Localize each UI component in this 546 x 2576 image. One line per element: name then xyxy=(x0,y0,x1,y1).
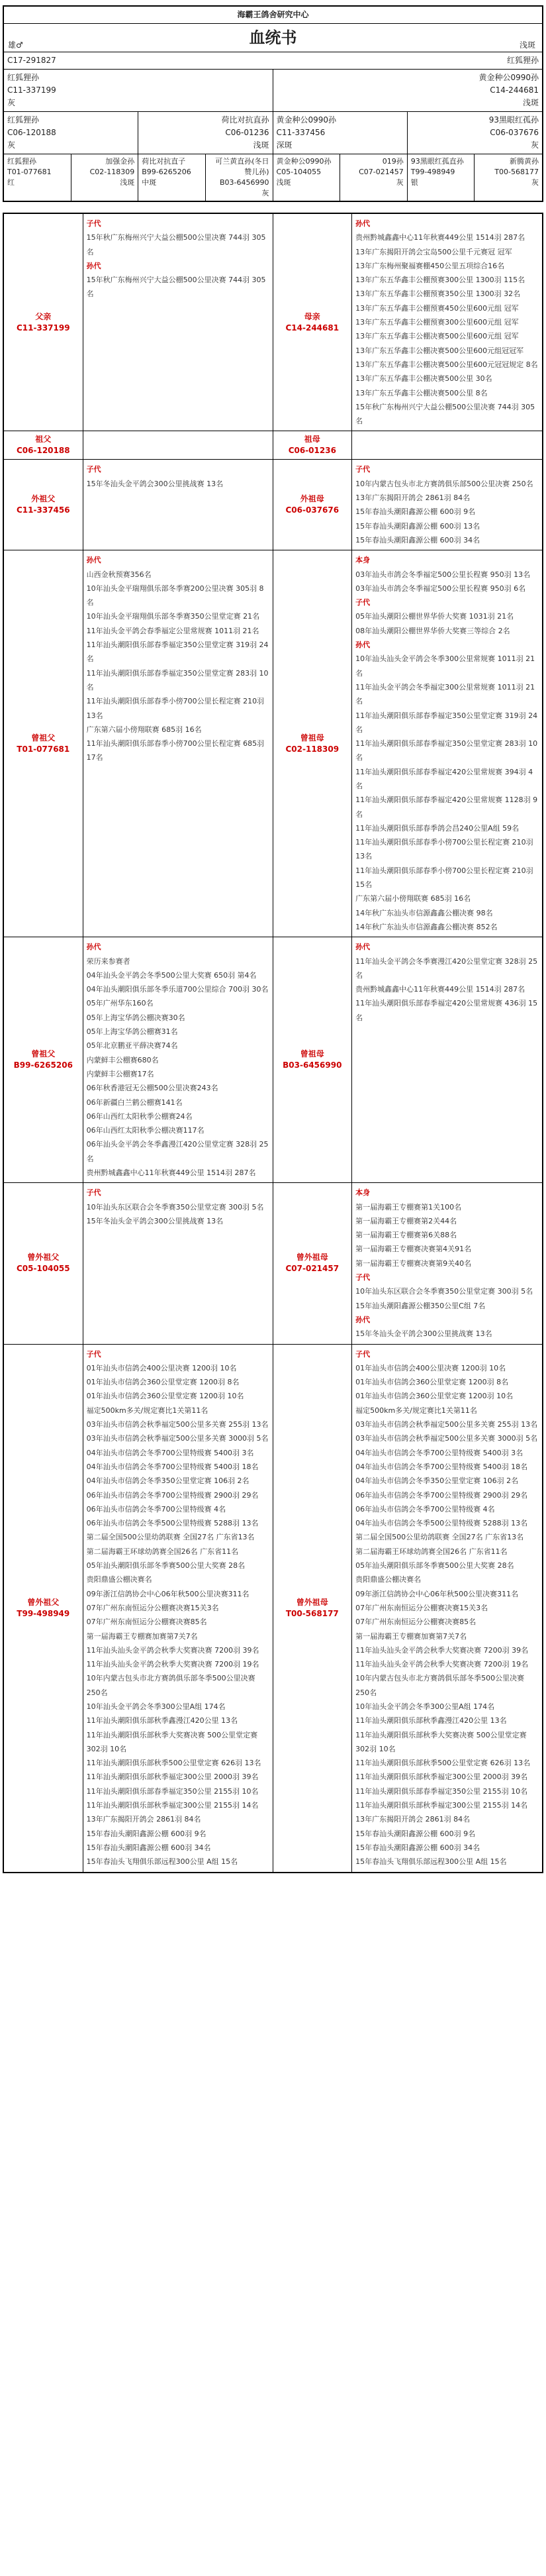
ancestor-relation: 曾外祖父 xyxy=(27,1597,60,1607)
subject-strain: 红狐狸孙 xyxy=(506,56,539,65)
race-result: 内蒙鲜丰公棚赛17名 xyxy=(86,1069,154,1078)
race-result: 05年上海宝华鸽公棚决赛30名 xyxy=(86,1013,185,1022)
gg-ring: C07-021457 xyxy=(359,168,404,176)
section-heading: 孙代 xyxy=(355,219,371,228)
section-heading: 子代 xyxy=(86,1188,101,1198)
race-result: 11年汕头潮阳俱乐部秋季鑫漫江420公里 13名 xyxy=(355,1716,507,1726)
ancestor-label xyxy=(273,550,353,937)
gg-name: 93黑眼红孤直孙 xyxy=(410,157,464,166)
race-result: 11年汕头潮阳俱乐部春季小傍700公里长程定赛 685羽 17名 xyxy=(86,739,265,762)
section-heading: 子代 xyxy=(86,219,101,228)
race-result: 10年内蒙古包头市北方赛鸽俱乐部冬季500公里决赛 250名 xyxy=(86,1674,255,1697)
race-result: 06年山西红太阳秋季公棚决赛117名 xyxy=(86,1126,205,1135)
gg-name: 黄金种公0990孙 xyxy=(276,157,332,166)
race-result: 06年汕头市信鸽会冬季700公里特级赛 4名 xyxy=(355,1504,495,1514)
race-list xyxy=(352,550,542,937)
race-result: 11年汕头潮阳俱乐部春季福定350公里堂定赛 319羽 24名 xyxy=(355,711,538,734)
gg-color: 银 xyxy=(410,178,418,187)
section-heading: 孙代 xyxy=(86,261,101,270)
race-result: 14年秋广东汕头市信源鑫鑫公棚决赛 852名 xyxy=(355,922,498,931)
grandparent-cell xyxy=(138,112,273,154)
ancestor-label xyxy=(273,460,353,550)
section-heading: 子代 xyxy=(355,465,371,474)
race-result: 03年汕头市信鸽会秋季福定500公里多关赛 255羽 13名 xyxy=(86,1420,269,1429)
section-heading: 本身 xyxy=(355,1188,371,1198)
race-list xyxy=(352,214,542,431)
mother-name: 黄金种公0990孙 xyxy=(478,73,539,82)
race-result: 10年内蒙古包头市北方赛鸽俱乐部500公里决赛 250名 xyxy=(355,479,533,488)
grandparent-cell xyxy=(408,112,542,154)
race-result: 10年内蒙古包头市北方赛鸽俱乐部冬季500公里决赛 250名 xyxy=(355,1674,525,1697)
race-result: 07年广州东南恒运分公棚赛决赛15关3名 xyxy=(86,1603,219,1612)
race-result: 14年秋广东汕头市信源鑫鑫公棚决赛 98名 xyxy=(355,908,493,917)
race-result: 11年汕头潮阳俱乐部春季福定350公里 2155羽 10名 xyxy=(355,1786,528,1796)
father-ring: C11-337199 xyxy=(7,85,56,95)
race-result: 01年汕头市信鸽会360公里堂定赛 1200羽 8名 xyxy=(355,1378,509,1387)
race-result: 11年汕头潮阳俱乐部春季福定420公里常规赛 436羽 15名 xyxy=(355,999,538,1022)
race-result: 第一届海霸王专棚赛决赛第9关40名 xyxy=(355,1259,472,1268)
record-row xyxy=(4,460,542,550)
race-result: 06年汕头市信鸽会冬季700公里特级赛 2900羽 29名 xyxy=(355,1490,528,1500)
race-result: 11年汕头潮阳俱乐部春季福定350公里堂定赛 283羽 10名 xyxy=(86,668,269,692)
race-result: 10年汕头金平瑞翔俱乐部冬季赛350公里堂定赛 21名 xyxy=(86,612,260,621)
race-result: 山西金秋预赛356名 xyxy=(86,570,152,579)
gg-name: 新腾黄孙 xyxy=(510,157,539,166)
great-grandparent-cell xyxy=(206,154,273,201)
race-list xyxy=(83,1345,273,1872)
record-row xyxy=(4,550,542,937)
race-result: 01年汕头市信鸽会360公里堂定赛 1200羽 10名 xyxy=(355,1392,514,1401)
race-result: 15年春汕头飞翔俱乐部远程300公里 A组 15名 xyxy=(355,1857,507,1867)
race-result: 01年汕头市信鸽会400公里决赛 1200羽 10名 xyxy=(86,1363,237,1372)
race-result: 11年汕头潮阳俱乐部秋季500公里堂定赛 626羽 13名 xyxy=(355,1759,531,1768)
race-result: 第一届海霸王专棚赛第6关88名 xyxy=(355,1231,457,1240)
race-result: 01年汕头市信鸽会360公里堂定赛 1200羽 8名 xyxy=(86,1378,240,1387)
section-heading: 子代 xyxy=(355,598,371,607)
race-result: 第二届全国500公里幼鸽联赛 全国27名 广东省13名 xyxy=(355,1533,524,1542)
ancestor-label xyxy=(273,214,353,431)
mother-color: 浅斑 xyxy=(522,98,539,107)
gg-name: 可兰黄直孙(冬日赞儿孙) xyxy=(215,157,269,176)
race-result: 11年汕头潮阳俱乐部秋季大奖赛决赛 500公里堂定赛 302羽 10名 xyxy=(355,1730,527,1753)
race-list xyxy=(83,937,273,1182)
race-result: 06年汕头金平鸽会冬季鑫漫江420公里堂定赛 328羽 25名 xyxy=(86,1140,269,1163)
ancestor-relation: 祖母 xyxy=(304,435,320,444)
ancestor-label xyxy=(273,937,353,1182)
race-result: 贵阳鼎盛公棚决赛名 xyxy=(86,1575,152,1584)
grandparent-ring: C06-037676 xyxy=(490,128,539,137)
race-result: 第一届海霸王专棚赛加赛第7关7名 xyxy=(355,1631,467,1641)
race-result: 15年冬汕头金平鸽会300公里挑战赛 13名 xyxy=(355,1329,492,1339)
great-grandparent-cell xyxy=(71,154,139,201)
race-result: 04年汕头市信鸽会冬季700公里特级赛 5400羽 3名 xyxy=(355,1448,523,1457)
race-result: 01年汕头市信鸽会400公里决赛 1200羽 10名 xyxy=(355,1363,506,1372)
race-list xyxy=(83,431,273,459)
record-row xyxy=(4,937,542,1183)
ancestor-relation: 曾祖母 xyxy=(300,733,324,743)
race-result: 06年山西红太阳秋季公棚赛24名 xyxy=(86,1111,193,1121)
race-result: 11年汕头潮阳俱乐部秋季大奖赛决赛 500公里堂定赛 302羽 10名 xyxy=(86,1730,258,1753)
race-result: 11年汕头汕头金平鸽会秋季大奖赛决赛 7200羽 39名 xyxy=(86,1645,259,1655)
race-result: 10年汕头金平瑞翔俱乐部冬季赛200公里决赛 305羽 8名 xyxy=(86,584,264,607)
race-result: 第一届海霸王专棚赛决赛第4关91名 xyxy=(355,1245,472,1254)
ancestor-label xyxy=(4,937,83,1182)
race-list xyxy=(83,1183,273,1343)
father-color: 灰 xyxy=(7,98,16,107)
race-list xyxy=(352,937,542,1182)
gg-name: 红狐狸孙 xyxy=(7,157,36,166)
ancestor-label xyxy=(4,1183,83,1343)
race-result: 15年秋广东梅州兴宁大益公棚500公里决赛 744羽 305名 xyxy=(355,402,535,426)
race-result: 第二届海霸王环球幼鸽赛全国26名 广东省11名 xyxy=(86,1547,239,1556)
great-grandparent-cell xyxy=(273,154,341,201)
race-result: 15年春汕头潮阳鑫源公棚 600羽 34名 xyxy=(355,535,480,544)
race-result: 11年汕头潮阳俱乐部秋季福定300公里 2000羽 39名 xyxy=(86,1773,259,1782)
race-result: 第一届海霸王专棚赛第2关44名 xyxy=(355,1216,457,1225)
ancestor-label xyxy=(4,214,83,431)
race-result: 08年汕头潮阳公棚世界华侨大奖赛三等综合 2名 xyxy=(355,626,510,635)
race-result: 荣历来参赛者 xyxy=(86,956,130,966)
race-result: 13年广东揭阳开鸽会 2861羽 84名 xyxy=(355,493,471,503)
gg-ring: T01-077681 xyxy=(7,168,52,176)
race-result: 内蒙鲜丰公棚赛680名 xyxy=(86,1055,159,1064)
race-result: 15年冬汕头金平鸽会300公里挑战赛 13名 xyxy=(86,479,224,488)
mother-cell xyxy=(273,70,543,111)
race-list xyxy=(352,431,542,459)
grandparent-color: 灰 xyxy=(530,140,539,150)
ancestor-relation: 曾外祖父 xyxy=(27,1253,60,1262)
gg-color: 灰 xyxy=(396,178,404,187)
race-list xyxy=(352,460,542,550)
race-result: 05年汕头潮阳俱乐部冬季赛500公里大奖赛 28名 xyxy=(355,1561,514,1571)
race-result: 贵州黔城鑫鑫中心11年秋赛449公里 1514羽 287名 xyxy=(86,1168,256,1177)
ancestor-relation: 曾外祖母 xyxy=(296,1597,328,1607)
ancestor-ring: C14-244681 xyxy=(285,323,340,333)
race-result: 贵州黔城鑫鑫中心11年秋赛449公里 1514羽 287名 xyxy=(355,233,525,242)
race-result: 04年汕头市信鸽会冬季350公里堂定赛 106羽 2名 xyxy=(86,1476,250,1486)
ancestor-relation: 曾外祖母 xyxy=(296,1253,328,1262)
ancestor-relation: 外祖父 xyxy=(31,494,56,504)
section-heading: 孙代 xyxy=(355,1315,371,1324)
grandparent-color: 深斑 xyxy=(276,140,293,150)
race-result: 贵阳鼎盛公棚决赛名 xyxy=(355,1575,422,1584)
race-result: 11年汕头潮阳俱乐部春季福定420公里常规赛 1128羽 9名 xyxy=(355,796,538,819)
ancestor-relation: 祖父 xyxy=(35,435,52,444)
race-result: 11年汕头潮阳俱乐部秋季福定300公里 2000羽 39名 xyxy=(355,1773,528,1782)
race-result: 03年汕头市信鸽会秋季福定500公里多关赛 255羽 13名 xyxy=(355,1420,538,1429)
race-result: 11年汕头汕头金平鸽会秋季大奖赛决赛 7200羽 19名 xyxy=(86,1660,259,1669)
race-result: 06年汕头市信鸽会冬季700公里特级赛 4名 xyxy=(86,1504,226,1514)
ancestor-ring: B99-6265206 xyxy=(13,1060,73,1070)
race-result: 13年广东五华鑫丰公棚预赛300公里 1300羽 115名 xyxy=(355,276,525,285)
ancestor-ring: C11-337199 xyxy=(16,323,70,333)
section-heading: 孙代 xyxy=(86,556,101,565)
race-result: 第一届海霸王专棚赛第1关100名 xyxy=(355,1202,462,1211)
race-result: 04年汕头市信鸽会冬季700公里特级赛 5400羽 18名 xyxy=(355,1462,528,1471)
race-result: 第二届海霸王环球幼鸽赛全国26名 广东省11名 xyxy=(355,1547,508,1556)
grandparent-name: 红狐狸孙 xyxy=(7,115,40,125)
race-result: 15年春汕头飞翔俱乐部远程300公里 A组 15名 xyxy=(86,1857,238,1867)
ancestor-label xyxy=(4,431,83,459)
great-grandparent-cell xyxy=(340,154,408,201)
race-result: 13年广东揭阳开鸽会 2861羽 84名 xyxy=(355,1815,471,1824)
subject-ring: C17-291827 xyxy=(7,56,56,65)
grandparent-cell xyxy=(273,112,408,154)
ancestor-label xyxy=(273,1345,353,1872)
race-result: 05年广州华东160名 xyxy=(86,999,154,1008)
grandparent-name: 荷比对抗直孙 xyxy=(221,115,269,125)
race-result: 11年汕头潮阳俱乐部春季小傍700公里长程定赛 210羽 13名 xyxy=(86,697,265,720)
race-result: 11年汕头汕头金平鸽会秋季大奖赛决赛 7200羽 39名 xyxy=(355,1645,529,1655)
race-result: 13年广东五华鑫丰公棚预赛450公里600元组 冠军 xyxy=(355,303,519,313)
race-list xyxy=(352,1345,542,1872)
ancestor-relation: 曾祖父 xyxy=(31,1049,56,1059)
race-result: 11年汕头潮阳俱乐部秋季福定300公里 2155羽 14名 xyxy=(355,1801,528,1810)
race-result: 03年汕头市信鸽会秋季福定500公里多关赛 3000羽 5名 xyxy=(86,1434,269,1443)
race-result: 07年广州东南恒运分公棚赛决赛85名 xyxy=(355,1618,477,1627)
pedigree-table xyxy=(3,5,543,202)
race-result: 01年汕头市信鸽会360公里堂定赛 1200羽 10名 xyxy=(86,1392,244,1401)
race-result: 03年汕头市鸽会冬季福定500公里长程赛 950羽 6名 xyxy=(355,584,526,593)
sex-label: 雄♂ xyxy=(8,40,23,50)
race-result: 11年汕头潮阳俱乐部春季福定350公里 2155羽 10名 xyxy=(86,1786,259,1796)
grandparent-color: 灰 xyxy=(7,140,16,150)
race-result: 11年汕头潮阳俱乐部秋季500公里堂定赛 626羽 13名 xyxy=(86,1759,261,1768)
ancestor-ring: C02-118309 xyxy=(285,744,340,754)
ancestor-label xyxy=(4,550,83,937)
race-result: 15年春汕头潮阳鑫源公棚 600羽 9名 xyxy=(355,1829,476,1838)
ancestor-ring: T01-077681 xyxy=(17,744,70,754)
race-result: 05年上海宝华鸽公棚赛31名 xyxy=(86,1027,178,1037)
record-row xyxy=(4,1183,542,1344)
race-result: 15年春汕头潮阳鑫源公棚 600羽 9名 xyxy=(355,507,476,517)
ancestor-ring: C06-01236 xyxy=(288,446,336,456)
gg-color: 浅斑 xyxy=(276,178,291,187)
race-result: 13年广东五华鑫丰公棚预赛300公里600元组 冠军 xyxy=(355,318,519,327)
race-result: 10年汕头东区联合会冬季赛350公里堂定赛 300羽 5名 xyxy=(355,1287,533,1296)
gg-ring: B03-6456990 xyxy=(219,178,269,187)
race-result: 11年汕头金平鸽会冬季福定300公里常规赛 1011羽 21名 xyxy=(355,682,535,706)
race-result: 06年新疆白兰鹤公棚赛141名 xyxy=(86,1098,183,1107)
race-result: 13年广东五华鑫丰公棚决赛500公里 30名 xyxy=(355,374,492,384)
ancestor-relation: 曾祖母 xyxy=(300,1049,324,1059)
race-result: 03年汕头市鸽会冬季福定500公里长程赛 950羽 13名 xyxy=(355,570,531,579)
race-result: 11年汕头潮阳俱乐部春季小傍700公里长程定赛 210羽 15名 xyxy=(355,866,533,890)
ancestor-ring: C05-104055 xyxy=(16,1264,70,1274)
grandparent-color: 浅斑 xyxy=(253,140,269,150)
subject-color: 浅斑 xyxy=(519,40,535,50)
section-heading: 子代 xyxy=(86,465,101,474)
race-result: 贵州黔城鑫鑫中心11年秋赛449公里 1514羽 287名 xyxy=(355,985,525,994)
race-result: 13年广东揭阳开鸽会宝岛500公里千元赛冠 冠军 xyxy=(355,247,512,256)
race-result: 04年汕头潮阳俱乐部冬季乐道700公里综合 700羽 30名 xyxy=(86,985,269,994)
race-result: 13年广东五华鑫丰公棚决赛500公里600元冠冠规定 8名 xyxy=(355,360,538,369)
ancestor-ring: C11-337456 xyxy=(16,505,70,515)
gg-ring: C02-118309 xyxy=(89,168,135,176)
race-result: 03年汕头市信鸽会秋季福定500公里多关赛 3000羽 5名 xyxy=(355,1434,538,1443)
gg-ring: B99-6265206 xyxy=(142,168,191,176)
race-result: 11年汕头潮阳俱乐部春季小傍700公里长程定赛 210羽 13名 xyxy=(355,838,533,861)
ancestor-relation: 母亲 xyxy=(304,311,320,321)
race-result: 第一届海霸王专棚赛加赛第7关7名 xyxy=(86,1631,198,1641)
race-list xyxy=(352,1183,542,1343)
race-result: 06年汕头市信鸽会冬季700公里特级赛 2900羽 29名 xyxy=(86,1490,259,1500)
ancestor-label xyxy=(273,431,353,459)
race-records-table xyxy=(3,213,543,1873)
document-title xyxy=(4,24,542,52)
gg-color: 灰 xyxy=(261,189,269,197)
race-result: 07年广州东南恒运分公棚赛决赛15关3名 xyxy=(355,1603,488,1612)
race-result: 15年春汕头潮阳鑫源公棚 600羽 34名 xyxy=(355,1843,480,1852)
gg-color: 浅斑 xyxy=(120,178,135,187)
grandparent-ring: C11-337456 xyxy=(276,128,326,137)
great-grandparent-cell xyxy=(475,154,542,201)
race-list xyxy=(83,214,273,431)
race-result: 11年汕头金平鸽会冬季赛漫江420公里堂定赛 328羽 25名 xyxy=(355,956,538,980)
great-grandparent-cell xyxy=(4,154,71,201)
race-result: 福定500km多关/规定赛比1关第11名 xyxy=(86,1406,208,1415)
race-result: 04年汕头金平鸽会冬季500公里大奖赛 650羽 第4名 xyxy=(86,970,257,980)
ancestor-ring: T99-498949 xyxy=(17,1608,70,1618)
race-list xyxy=(83,460,273,550)
race-result: 04年汕头市信鸽会冬季500公里特级赛 5288羽 13名 xyxy=(355,1519,528,1528)
race-result: 11年汕头潮阳俱乐部秋季福定300公里 2155羽 14名 xyxy=(86,1801,259,1810)
race-result: 04年汕头市信鸽会冬季350公里堂定赛 106羽 2名 xyxy=(355,1476,519,1486)
section-heading: 孙代 xyxy=(355,641,371,650)
race-result: 07年广州东南恒运分公棚赛决赛85名 xyxy=(86,1618,207,1627)
race-result: 第二届全国500公里幼鸽联赛 全国27名 广东省13名 xyxy=(86,1533,255,1542)
great-grandparent-cell xyxy=(408,154,475,201)
great-grandparent-cell xyxy=(138,154,206,201)
race-result: 13年广东梅州聚福赛棚450公里五项综合16名 xyxy=(355,261,505,270)
race-result: 15年秋广东梅州兴宁大益公棚500公里决赛 744羽 305名 xyxy=(86,233,266,256)
race-result: 11年汕头潮阳俱乐部春季福定420公里常规赛 394羽 4名 xyxy=(355,767,533,790)
race-result: 09年浙江信鸽协会中心06年秋500公里决赛311名 xyxy=(355,1589,519,1598)
ancestor-label xyxy=(4,460,83,550)
race-result: 05年汕头潮阳俱乐部冬季赛500公里大奖赛 28名 xyxy=(86,1561,246,1571)
gg-ring: T00-568177 xyxy=(494,168,539,176)
race-result: 13年广东五华鑫丰公棚决赛500公里 8名 xyxy=(355,388,488,397)
race-result: 15年秋广东梅州兴宁大益公棚500公里决赛 744羽 305名 xyxy=(86,276,266,299)
section-heading: 子代 xyxy=(355,1273,371,1282)
race-result: 10年汕头汕头金平鸽会冬季300公里常规赛 1011羽 21名 xyxy=(355,654,535,678)
grandparent-name: 93黑眼红孤孙 xyxy=(488,115,539,125)
record-row xyxy=(4,1345,542,1872)
race-result: 10年汕头金平鸽会冬季300公里A组 174名 xyxy=(355,1702,495,1711)
race-result: 福定500km多关/规定赛比1关第11名 xyxy=(355,1406,477,1415)
gg-ring: T99-498949 xyxy=(410,168,455,176)
grandparent-name: 黄金种公0990孙 xyxy=(276,115,337,125)
grandparent-cell xyxy=(4,112,138,154)
gg-name: 荷比对抗直子 xyxy=(142,157,186,166)
race-result: 10年汕头金平鸽会冬季300公里A组 174名 xyxy=(86,1702,226,1711)
ancestor-ring: T00-568177 xyxy=(285,1608,339,1618)
ancestor-relation: 曾祖父 xyxy=(31,733,56,743)
ancestor-ring: C07-021457 xyxy=(285,1264,340,1274)
gg-color: 灰 xyxy=(531,178,539,187)
ancestor-label xyxy=(273,1183,353,1343)
race-result: 04年汕头市信鸽会冬季700公里特级赛 5400羽 3名 xyxy=(86,1448,254,1457)
section-heading: 子代 xyxy=(86,1349,101,1359)
father-cell xyxy=(4,70,273,111)
race-result: 05年北京鹏亚平薛决赛74名 xyxy=(86,1041,178,1051)
ancestor-relation: 外祖母 xyxy=(300,494,324,504)
race-result: 15年汕头潮阳鑫源公棚350公里C组 7名 xyxy=(355,1301,486,1310)
race-list xyxy=(83,550,273,937)
record-row xyxy=(4,431,542,460)
race-result: 04年汕头市信鸽会冬季700公里特级赛 5400羽 18名 xyxy=(86,1462,259,1471)
race-result: 06年秋香港冠无公棚500公里决赛243名 xyxy=(86,1084,218,1093)
race-result: 10年汕头东区联合会冬季赛350公里堂定赛 300羽 5名 xyxy=(86,1202,264,1211)
grandparent-ring: C06-120188 xyxy=(7,128,56,137)
ancestor-ring: C06-037676 xyxy=(285,505,340,515)
race-result: 11年汕头潮阳俱乐部秋季鑫漫江420公里 13名 xyxy=(86,1716,238,1726)
title-text: 血统书 xyxy=(249,28,297,47)
ancestor-ring: C06-120188 xyxy=(16,446,70,456)
loft-name: 海霸王鸽舍研究中心 xyxy=(237,10,309,19)
race-result: 11年汕头汕头金平鸽会秋季大奖赛决赛 7200羽 19名 xyxy=(355,1660,529,1669)
section-heading: 孙代 xyxy=(355,943,371,952)
ancestor-ring: B03-6456990 xyxy=(283,1060,342,1070)
race-result: 11年汕头金平鸽会春季福定公里常规赛 1011羽 21名 xyxy=(86,626,259,635)
race-result: 13年广东五华鑫丰公棚预赛350公里 1300羽 32名 xyxy=(355,289,521,299)
race-result: 13年广东五华鑫丰公棚决赛500公里600元组 冠军 xyxy=(355,332,519,341)
father-name: 红狐狸孙 xyxy=(7,73,40,82)
race-result: 15年春汕头潮阳鑫源公棚 600羽 13名 xyxy=(355,521,480,531)
race-result: 15年春汕头潮阳鑫源公棚 600羽 9名 xyxy=(86,1829,206,1838)
race-result: 11年汕头潮阳俱乐部春季福定350公里堂定赛 319羽 24名 xyxy=(86,641,269,664)
gg-name: 加强金孙 xyxy=(105,157,135,166)
section-heading: 本身 xyxy=(355,556,371,565)
grandparent-ring: C06-01236 xyxy=(225,128,269,137)
race-result: 13年广东揭阳开鸽会 2861羽 84名 xyxy=(86,1815,201,1824)
section-heading: 子代 xyxy=(355,1349,371,1359)
gg-color: 红 xyxy=(7,178,15,187)
record-row xyxy=(4,214,542,431)
race-result: 06年汕头市信鸽会冬季500公里特级赛 5288羽 13名 xyxy=(86,1519,259,1528)
race-result: 15年冬汕头金平鸽会300公里挑战赛 13名 xyxy=(86,1216,224,1225)
subject-row xyxy=(4,52,542,69)
race-result: 05年汕头潮阳公棚世界华侨大奖赛 1031羽 21名 xyxy=(355,612,514,621)
race-result: 15年春汕头潮阳鑫源公棚 600羽 34名 xyxy=(86,1843,211,1852)
race-result: 11年汕头潮阳俱乐部春季鸽会昌240公里A组 59名 xyxy=(355,823,520,833)
mother-ring: C14-244681 xyxy=(490,85,539,95)
race-result: 11年汕头潮阳俱乐部春季福定350公里堂定赛 283羽 10名 xyxy=(355,739,538,762)
gg-color: 中斑 xyxy=(142,178,157,187)
gg-name: 019孙 xyxy=(382,157,404,166)
ancestor-label xyxy=(4,1345,83,1872)
race-result: 09年浙江信鸽协会中心06年秋500公里决赛311名 xyxy=(86,1589,250,1598)
gg-ring: C05-104055 xyxy=(276,168,322,176)
section-heading: 孙代 xyxy=(86,943,101,952)
race-result: 广东第六届小傍翔联赛 685羽 16名 xyxy=(86,725,202,734)
ancestor-relation: 父亲 xyxy=(35,311,52,321)
race-result: 广东第六届小傍翔联赛 685羽 16名 xyxy=(355,894,471,903)
race-result: 13年广东五华鑫丰公棚决赛500公里600元组冠冠军 xyxy=(355,346,524,355)
